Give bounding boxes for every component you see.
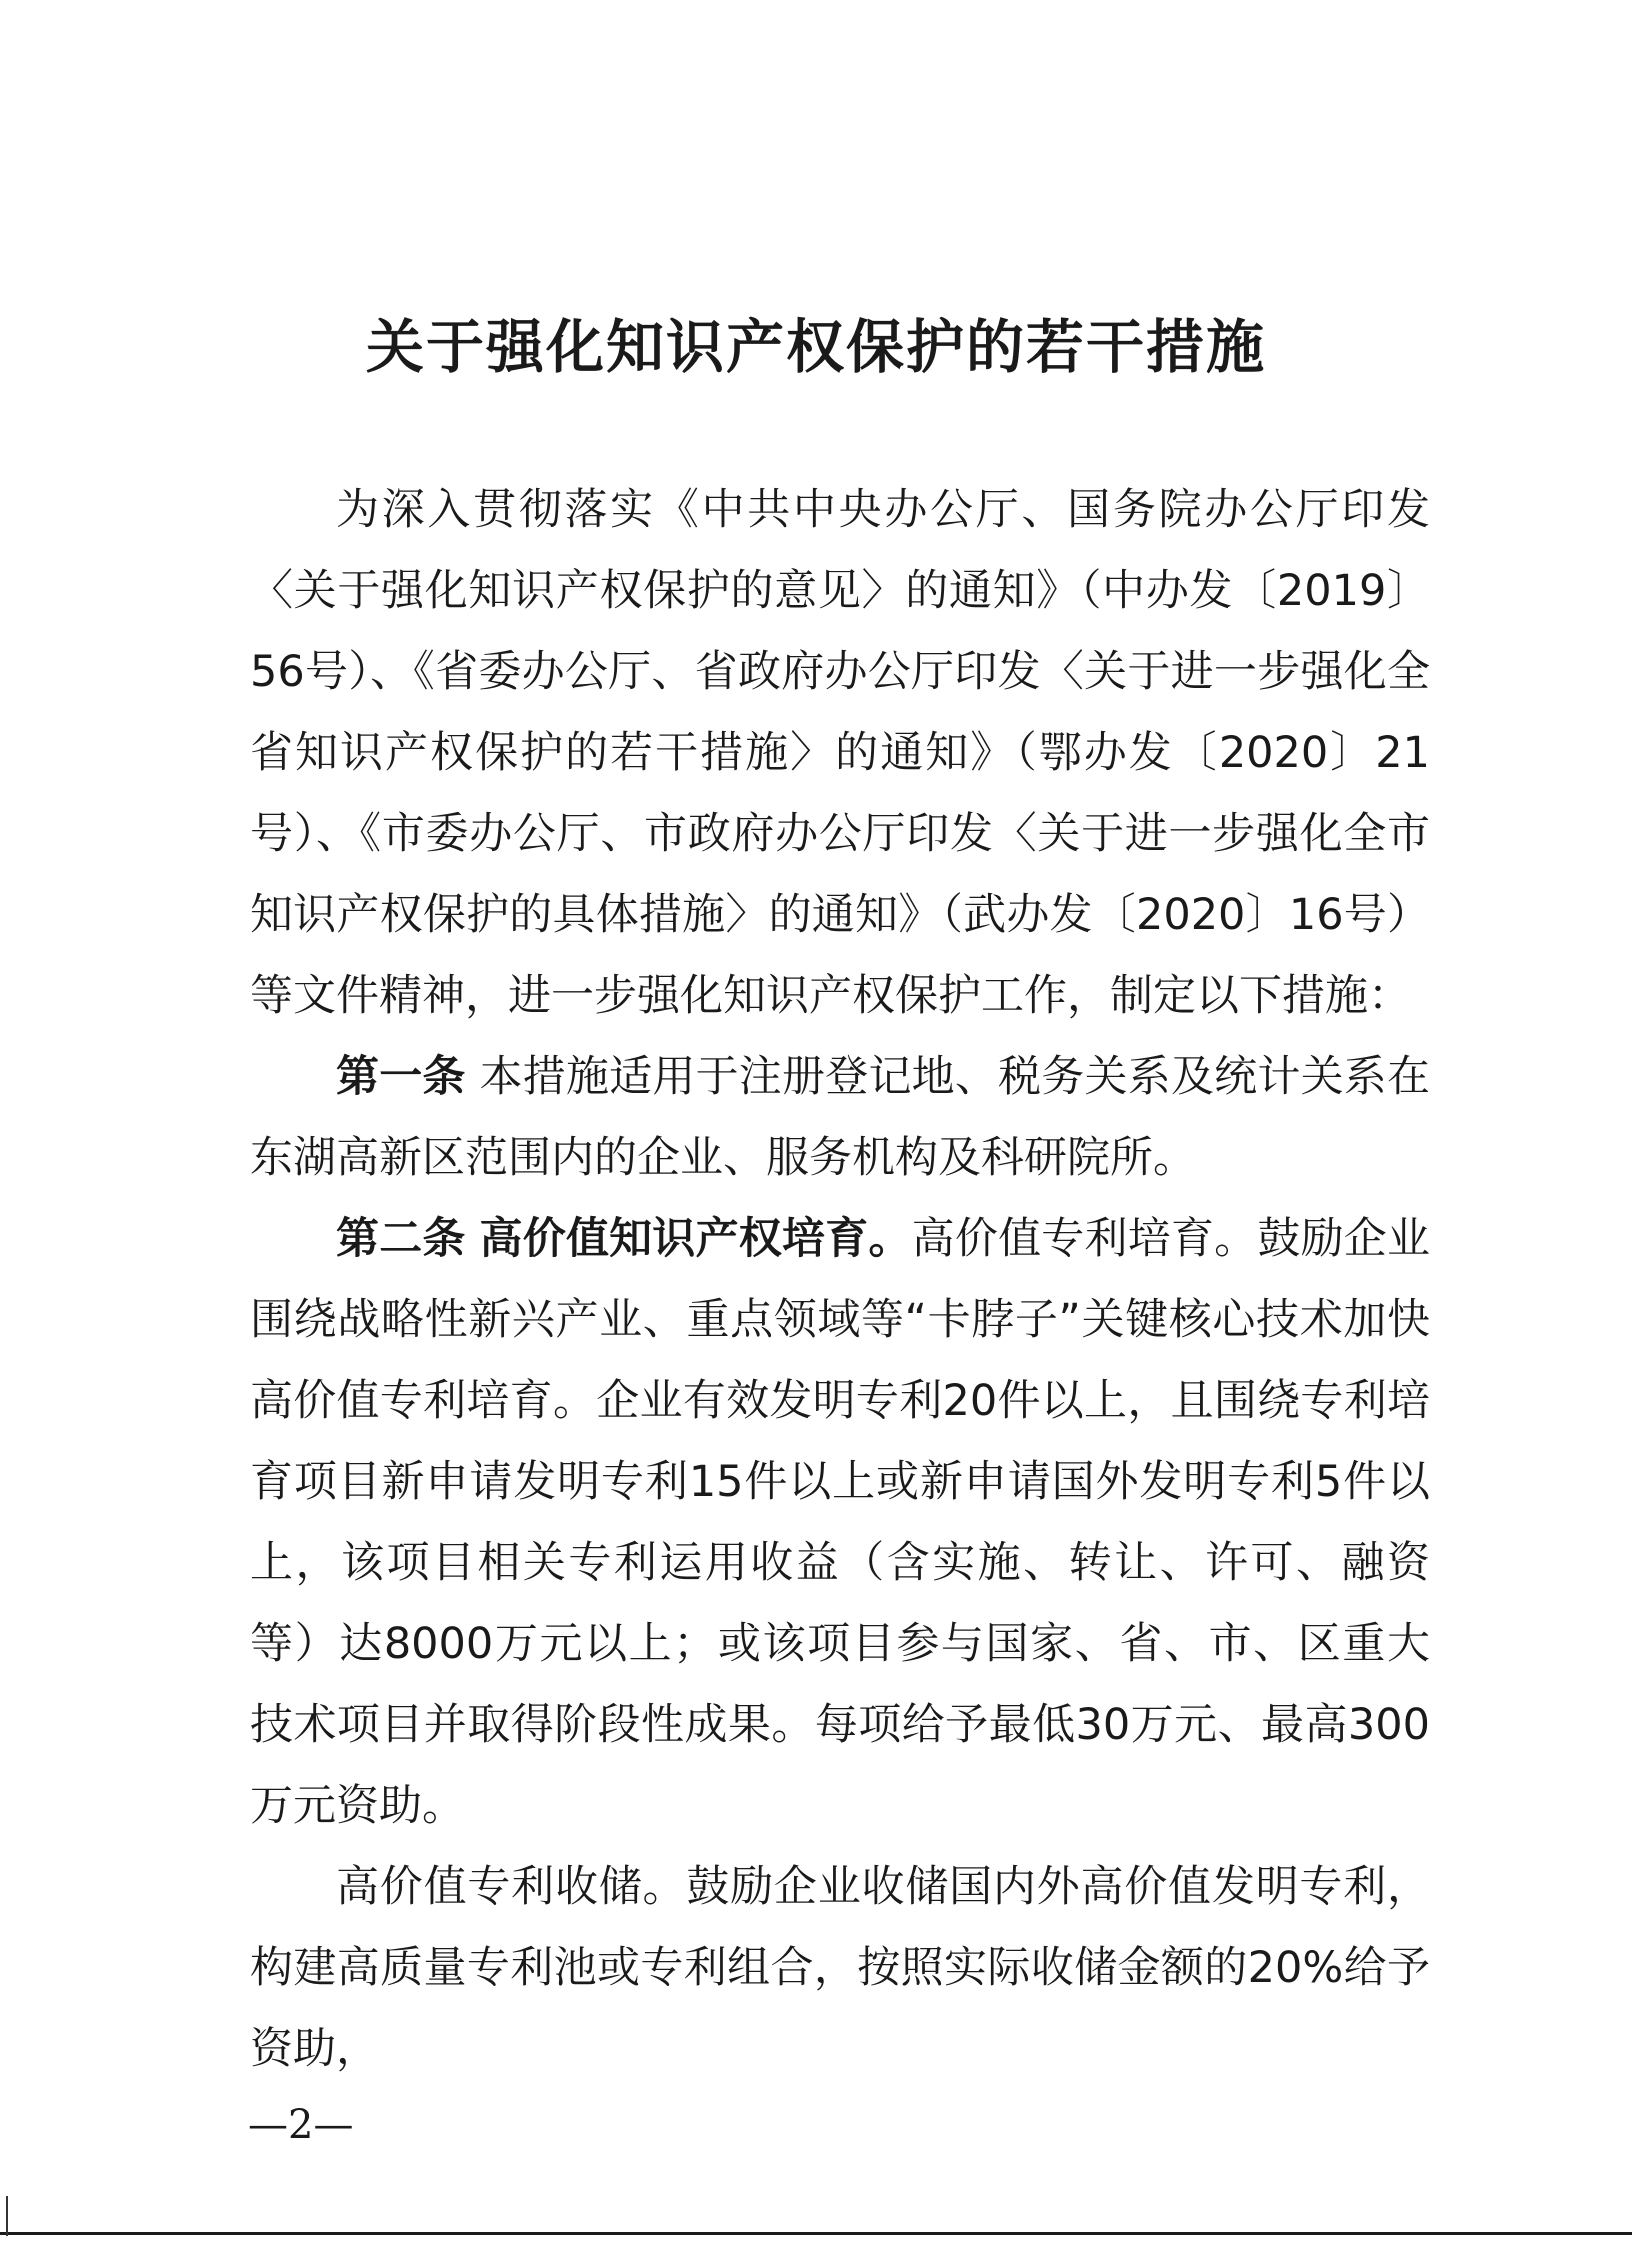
- intro-paragraph: 为深入贯彻落实《中共中央办公厅、国务院办公厅印发〈关于强化知识产权保护的意见〉的通知》（中办发〔2019〕56号）、《省委办公厅、省政府办公厅印发〈关于进一步强化全省知识产权保护的若干措施〉的通知》（鄂办发〔2020〕21号）、《市委办公厅、市政府办公厅印发〈关于进一步强化全市知识产权保护的具体措施〉的通知》（武办发〔2020〕16号）等文件精神，进一步强化知识产权保护工作，制定以下措施：: [250, 485, 1430, 1021]
- article-2-label: 第二条: [336, 1214, 466, 1264]
- article-2-text: 高价值专利培育。鼓励企业围绕战略性新兴产业、重点领域等“卡脖子”关键核心技术加快高价值专利培育。企业有效发明专利20件以上，且围绕专利培育项目新申请发明专利15件以上或新申请国外发明专利5件以上，该项目相关专利运用收益（含实施、转让、许可、融资等）达8000万元以上；或该项目参与国家、省、市、区重大技术项目并取得阶段性成果。每项给予最低30万元、最高300万元资助。: [250, 1214, 1431, 1831]
- document-body: [250, 470, 1430, 2090]
- article-2-paragraph: [250, 1199, 1430, 1847]
- patent-storage-paragraph: 高价值专利收储。鼓励企业收储国内外高价值发明专利，构建高质量专利池或专利组合，按照实际收储金额的20%给予资助，: [250, 1862, 1430, 2074]
- page-number: —2—: [248, 2102, 354, 2148]
- scan-bottom-edge: [0, 2232, 1632, 2235]
- scan-left-edge-mark: [6, 2196, 8, 2236]
- document-title: 关于强化知识产权保护的若干措施: [365, 313, 1266, 381]
- article-1-label: 第一条: [336, 1052, 466, 1102]
- article-1-paragraph: [250, 1037, 1430, 1199]
- article-1-text: 本措施适用于注册登记地、税务关系及统计关系在东湖高新区范围内的企业、服务机构及科研院所。: [250, 1052, 1431, 1183]
- article-2-heading: 高价值知识产权培育。: [479, 1214, 912, 1264]
